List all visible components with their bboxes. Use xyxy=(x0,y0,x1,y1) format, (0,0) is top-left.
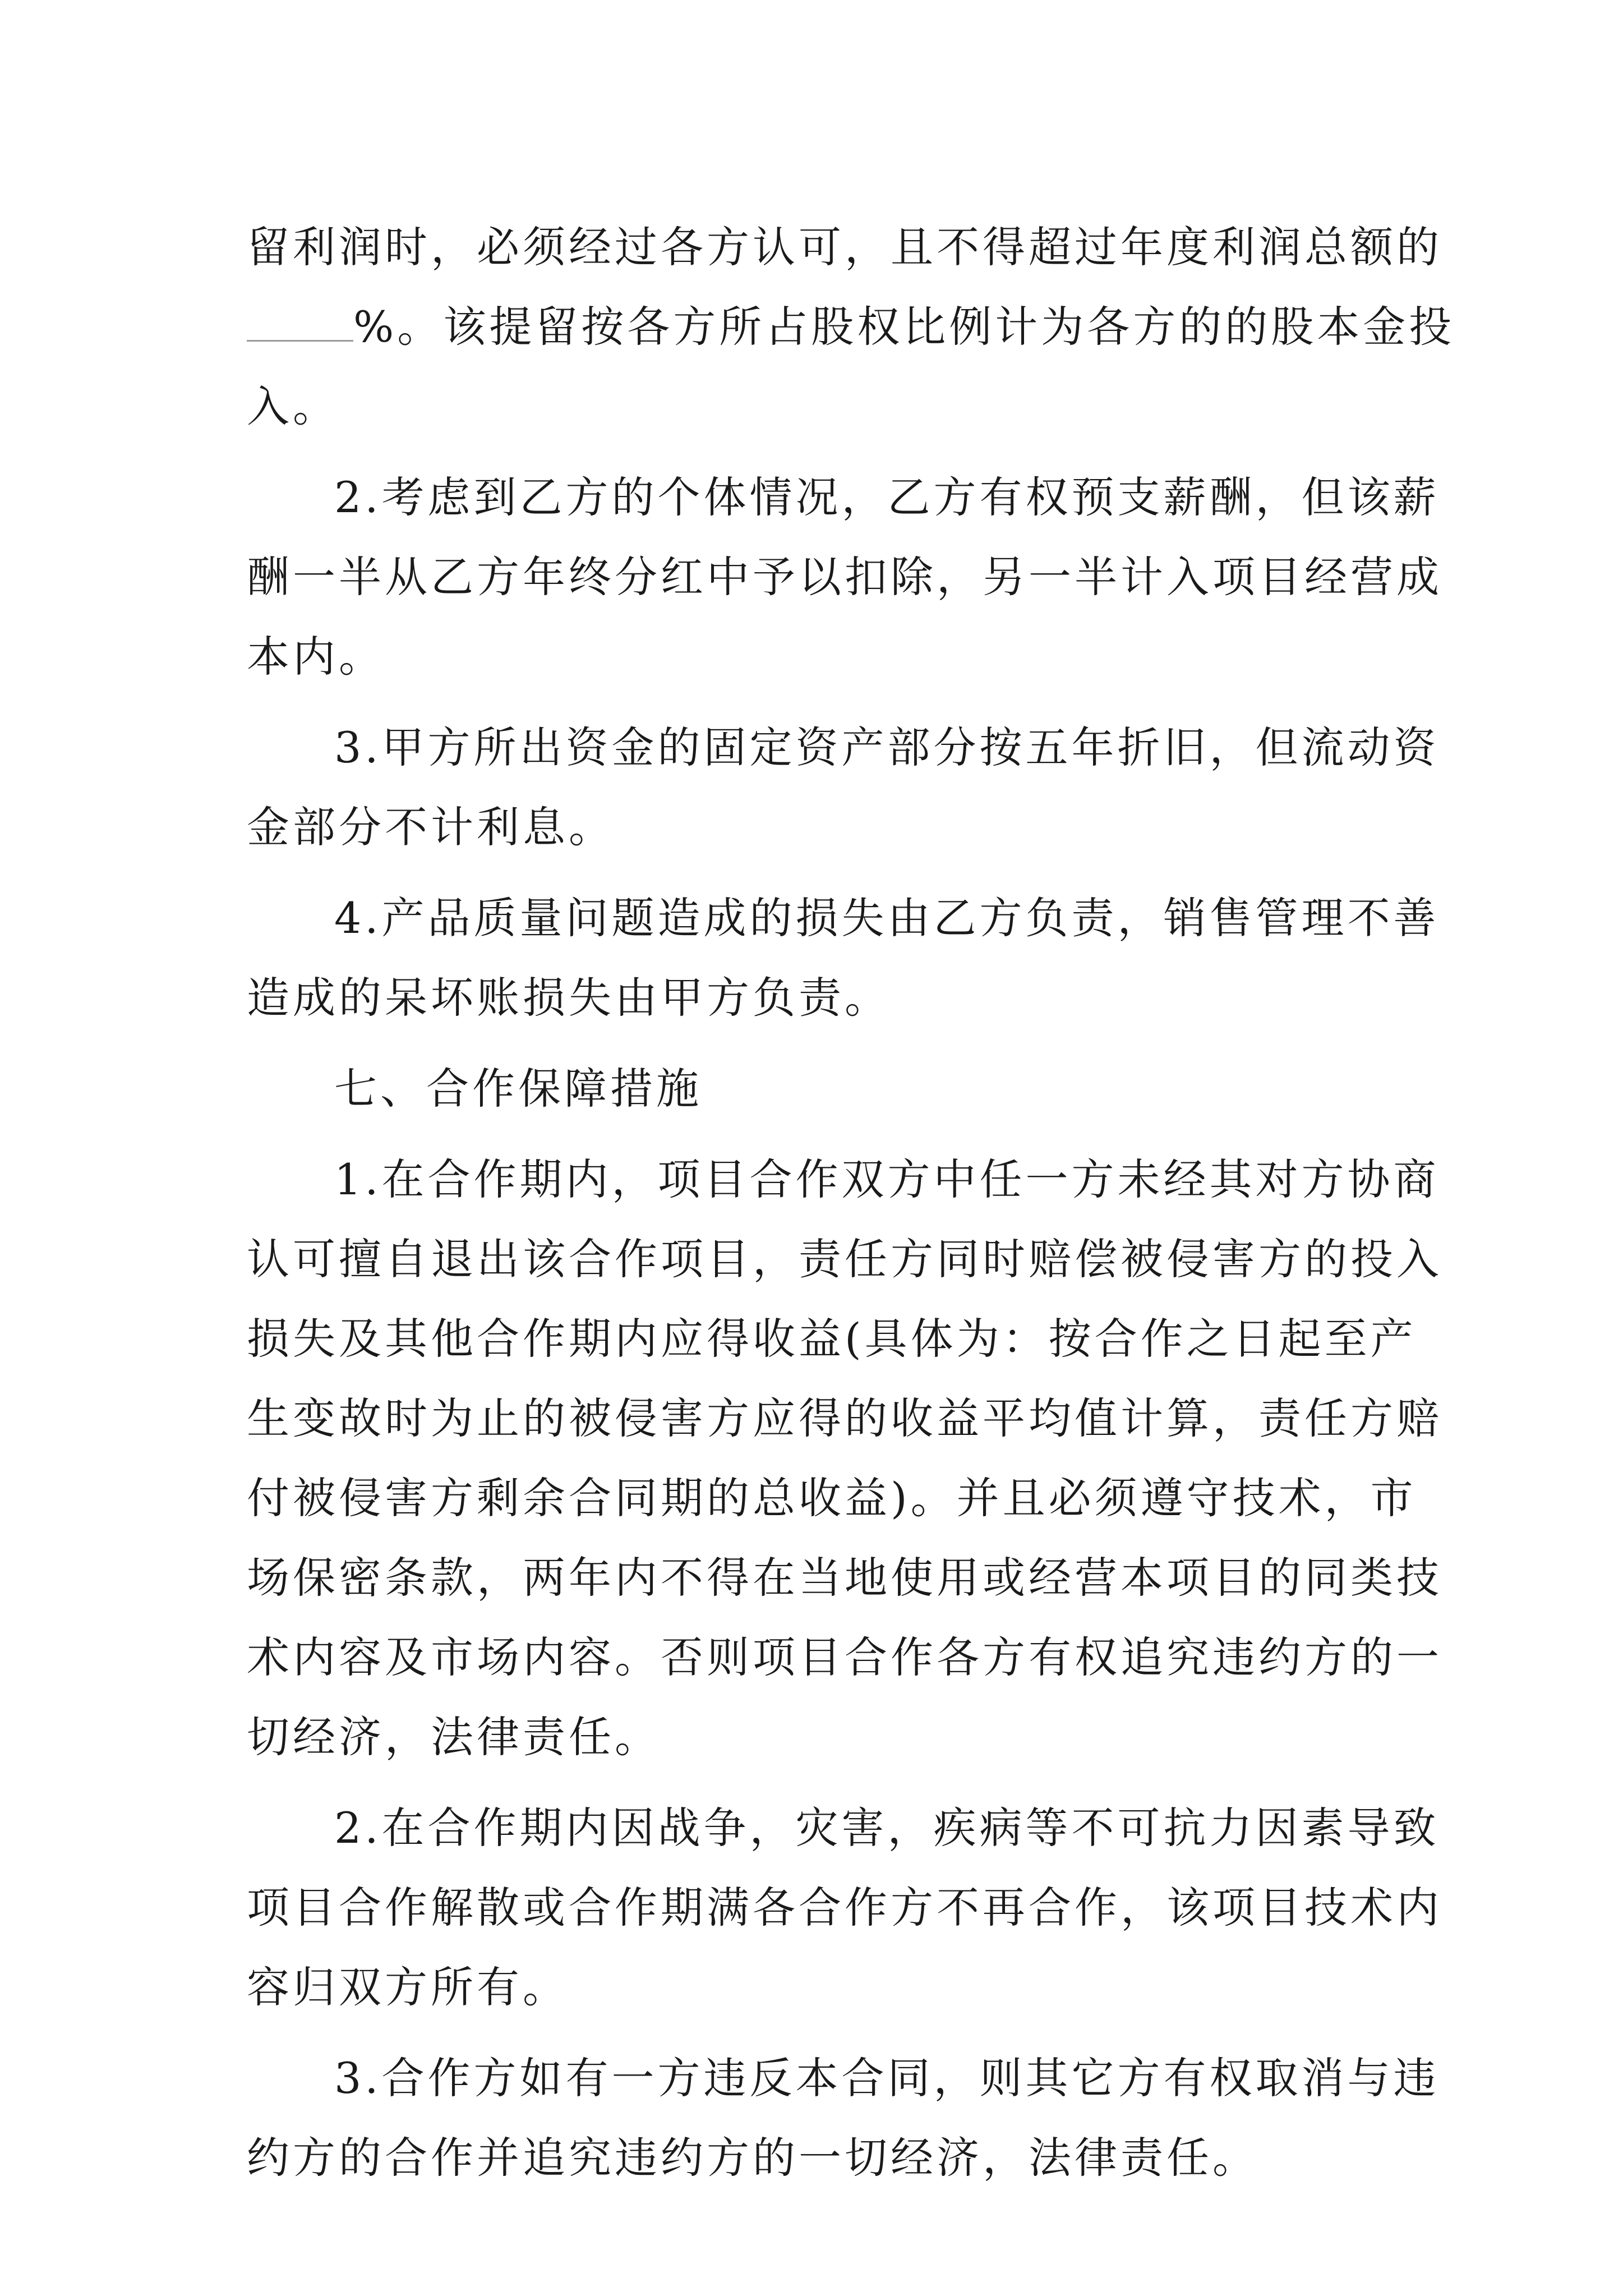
section-heading: 七、合作保障措施 xyxy=(334,1064,702,1114)
text-line: 切经济，法律责任。 xyxy=(247,1712,661,1762)
text-line: 酬一半从乙方年终分红中予以扣除，另一半计入项目经营成 xyxy=(247,552,1442,602)
document-page xyxy=(247,208,1455,2198)
text-line: 损失及其他合作期内应得收益(具体为：按合作之日起至产 xyxy=(247,1314,1417,1364)
paragraph-start: 3.合作方如有一方违反本合同，则其它方有权取消与违 xyxy=(334,2053,1440,2103)
text-line: 金部分不计利息。 xyxy=(247,802,615,852)
text-line: 留利润时，必须经过各方认可，且不得超过年度利润总额的 xyxy=(247,222,1442,272)
text-line: 本内。 xyxy=(247,632,385,682)
text-line: 付被侵害方剩余合同期的总收益)。并且必须遵守技术，市 xyxy=(247,1473,1417,1523)
text-line: 入。 xyxy=(247,381,339,431)
text-line: 场保密条款，两年内不得在当地使用或经营本项目的同类技 xyxy=(247,1553,1442,1603)
text-line: 约方的合作并追究违约方的一切经济，法律责任。 xyxy=(247,2133,1258,2183)
paragraph-start: 2.在合作期内因战争，灾害，疾病等不可抗力因素导致 xyxy=(334,1803,1440,1853)
fill-in-blank xyxy=(247,298,353,342)
text-line: 容归双方所有。 xyxy=(247,1962,569,2012)
text-line: 术内容及市场内容。否则项目合作各方有权追究违约方的一 xyxy=(247,1632,1442,1682)
text-line: 造成的呆坏账损失由甲方负责。 xyxy=(247,973,891,1023)
text-line xyxy=(247,287,1455,367)
text-line: 项目合作解散或合作期满各合作方不再合作，该项目技术内 xyxy=(247,1883,1442,1932)
paragraph-start: 1.在合作期内，项目合作双方中任一方未经其对方协商 xyxy=(334,1154,1440,1204)
paragraph-start: 4.产品质量问题造成的损失由乙方负责，销售管理不善 xyxy=(334,893,1440,943)
text-line-content: %。该提留按各方所占股权比例计为各方的的股本金投 xyxy=(353,302,1455,352)
text-line: 生变故时为止的被侵害方应得的收益平均值计算，责任方赔 xyxy=(247,1393,1442,1443)
paragraph-start: 2.考虑到乙方的个体情况，乙方有权预支薪酬，但该薪 xyxy=(334,472,1440,522)
text-line: 认可擅自退出该合作项目，责任方同时赔偿被侵害方的投入 xyxy=(247,1234,1442,1284)
paragraph-start: 3.甲方所出资金的固定资产部分按五年折旧，但流动资 xyxy=(334,723,1440,772)
